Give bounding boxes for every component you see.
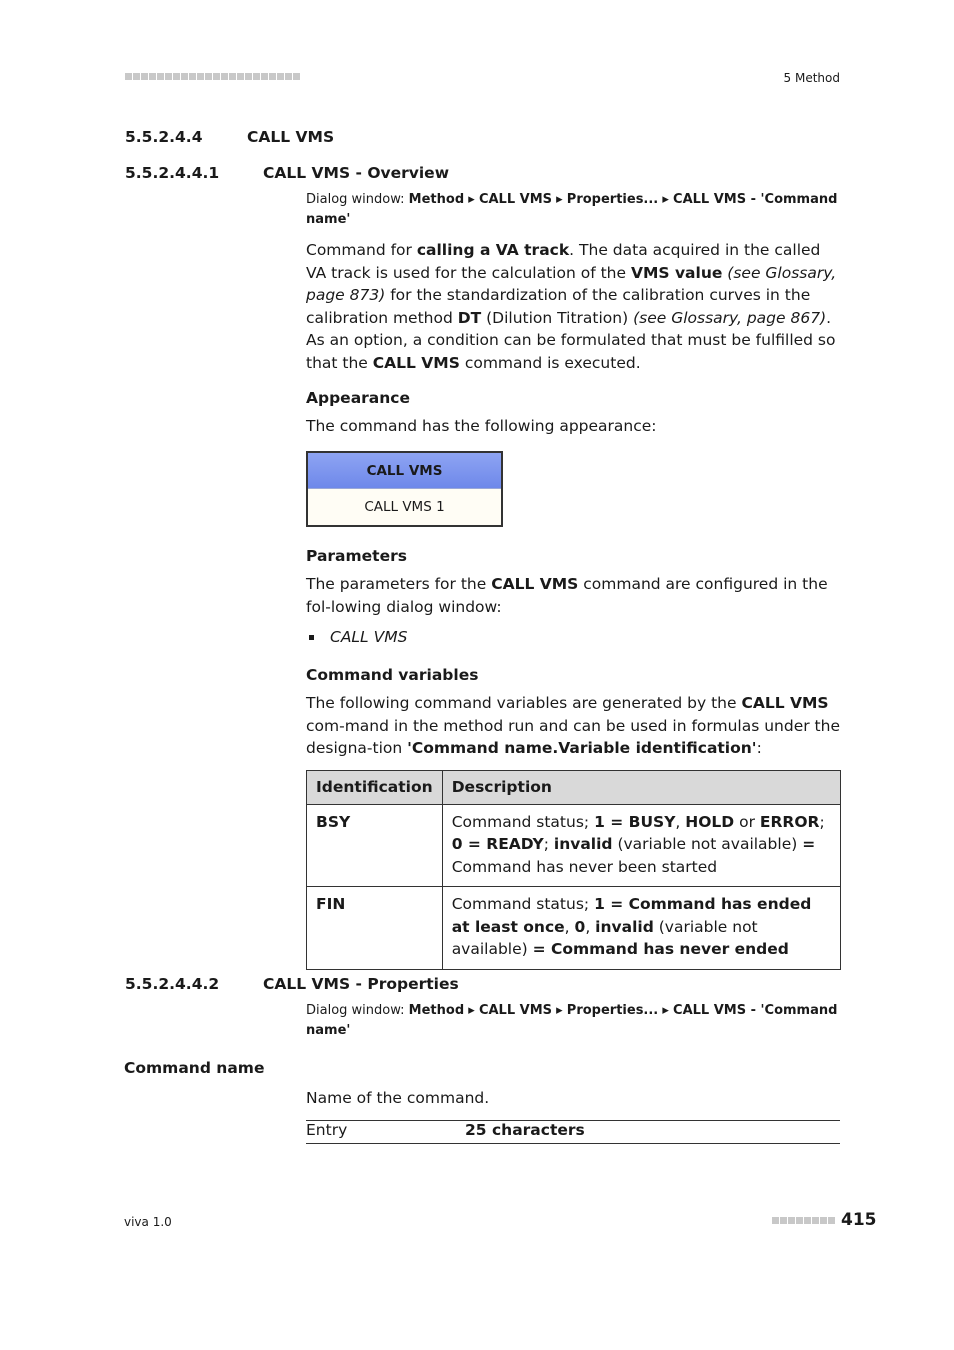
subsection-title: CALL VMS - Overview [263, 164, 450, 182]
command-name-heading: Command name [124, 1059, 265, 1077]
variable-description: Command status; 1 = Command has ended at least once, 0, invalid (variable not available) = Command has never ended [442, 887, 840, 970]
parameters-text: The parameters for the CALL VMS command are configured in the fol-lowing dialog window: [306, 575, 828, 616]
command-variables-heading: Command variables [306, 666, 479, 684]
variable-id: FIN [307, 887, 443, 970]
variable-description: Command status; 1 = BUSY, HOLD or ERROR; 0 = READY; invalid (variable not available) = Command has never been started [442, 804, 840, 887]
command-appearance-box [306, 451, 503, 527]
table-header-row [307, 771, 841, 805]
command-name-text: Name of the command. [306, 1089, 490, 1107]
table-row [307, 887, 841, 970]
dialog-path: Dialog window: Method ▸ CALL VMS ▸ Properties... ▸ CALL VMS - 'Command name' [306, 192, 838, 227]
command-variables-text: The following command variables are generated by the CALL VMS com-mand in the method run and can be used in formulas under the designa-tion 'Command name.Variable identification': [306, 694, 840, 757]
footer-product: viva 1.0 [124, 1215, 172, 1229]
entry-value: 25 characters [465, 1121, 585, 1139]
dialog-path: Dialog window: Method ▸ CALL VMS ▸ Properties... ▸ CALL VMS - 'Command name' [306, 1003, 838, 1038]
bullet-icon [309, 635, 314, 640]
subsection-number: 5.5.2.4.4.2 [125, 975, 220, 993]
divider [306, 1143, 840, 1144]
command-box-title: CALL VMS [308, 453, 501, 489]
section-number: 5.5.2.4.4 [125, 128, 203, 146]
chapter-label: 5 Method [783, 71, 840, 85]
entry-label: Entry [306, 1121, 348, 1139]
command-box-name: CALL VMS 1 [364, 499, 445, 515]
column-header: Description [442, 771, 840, 805]
command-variables-table [306, 770, 841, 970]
variable-id: BSY [307, 804, 443, 887]
footer-page [772, 1210, 877, 1230]
parameters-bullet-item: CALL VMS [306, 628, 407, 646]
table-row [307, 804, 841, 887]
column-header: Identification [307, 771, 443, 805]
subsection-title: CALL VMS - Properties [263, 975, 459, 993]
overview-paragraph: Command for calling a VA track. The data acquired in the called VA track is used for the calculation of the VMS value (see Glossary, page 873) for the standardization of the calibration curves in the calibration method DT (Dilution Titration) (see Glossary, page 867). As an option, a condition can be formulated that must be fulfilled so that the CALL VMS command is executed. [306, 241, 837, 372]
footer-decoration [772, 1217, 835, 1224]
appearance-text: The command has the following appearance: [306, 417, 657, 435]
subsection-number: 5.5.2.4.4.1 [125, 164, 220, 182]
section-title: CALL VMS [247, 128, 335, 146]
appearance-heading: Appearance [306, 389, 410, 407]
parameters-heading: Parameters [306, 547, 407, 565]
page-number: 415 [841, 1210, 877, 1230]
header-decoration [125, 73, 300, 80]
